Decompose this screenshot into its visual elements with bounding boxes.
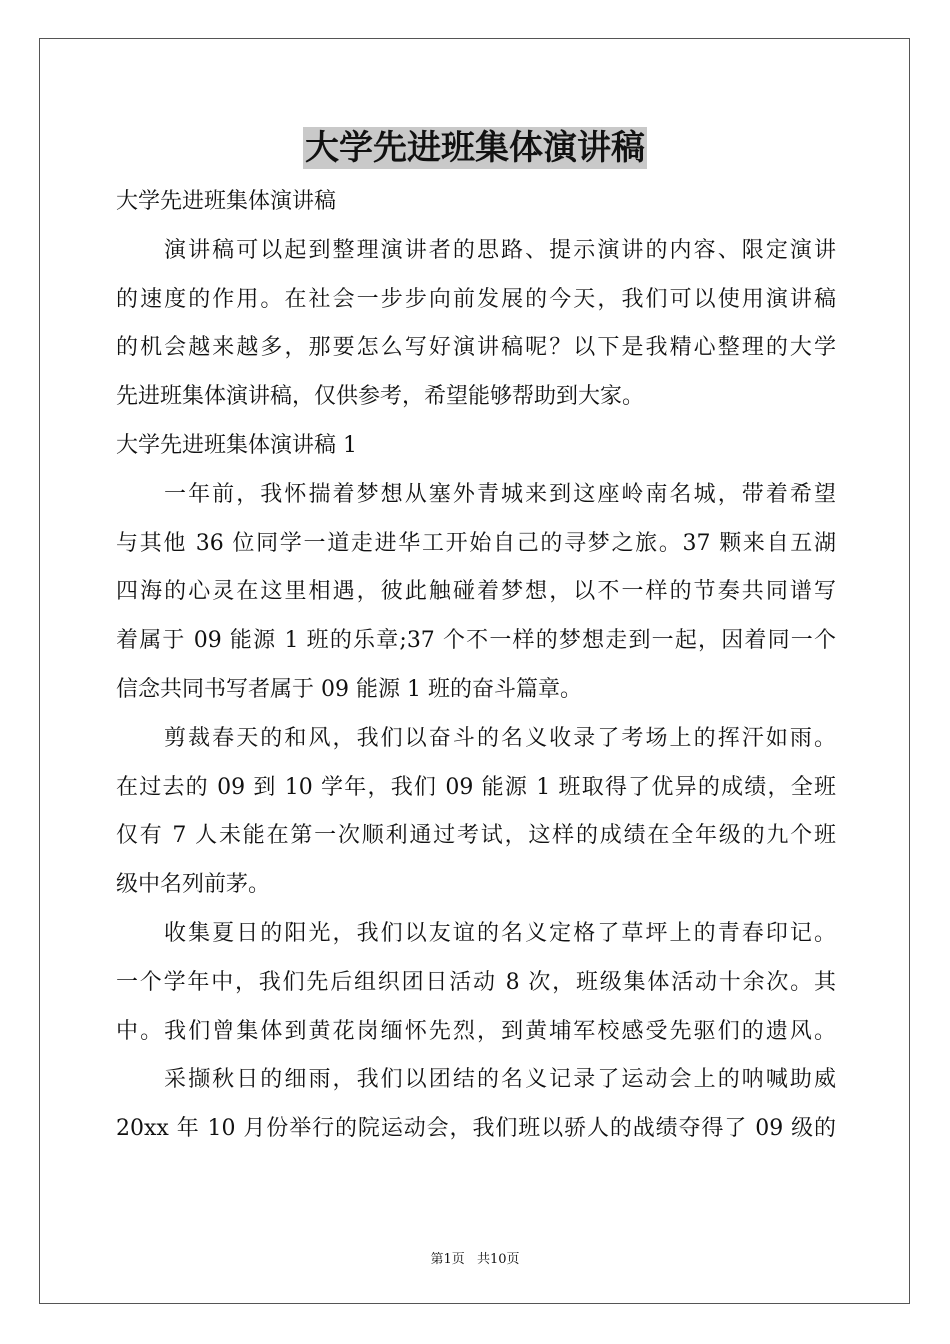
text-line: 一个学年中，我们先后组织团日活动 8 次，班级集体活动十余次。其 bbox=[116, 969, 836, 995]
text-line: 级中名列前茅。 bbox=[116, 872, 271, 898]
document-title: 大学先进班集体演讲稿 bbox=[305, 128, 645, 168]
text-line: 在过去的 09 到 10 学年，我们 09 能源 1 班取得了优异的成绩，全班 bbox=[116, 774, 836, 800]
page-number: 第1页 bbox=[430, 1252, 465, 1267]
text-line: 采撷秋日的细雨，我们以团结的名义记录了运动会上的呐喊助威 bbox=[164, 1067, 836, 1093]
text-line: 与其他 36 位同学一道走进华工开始自己的寻梦之旅。37 颗来自五湖 bbox=[116, 530, 836, 556]
text-line: 着属于 09 能源 1 班的乐章;37 个不一样的梦想走到一起，因着同一个 bbox=[116, 628, 836, 654]
text-line: 的速度的作用。在社会一步步向前发展的今天，我们可以使用演讲稿 bbox=[116, 286, 836, 312]
text-line: 大学先进班集体演讲稿 bbox=[116, 189, 337, 214]
text-line: 演讲稿可以起到整理演讲者的思路、提示演讲的内容、限定演讲 bbox=[164, 237, 836, 263]
page-footer bbox=[0, 1248, 950, 1267]
text-line: 一年前，我怀揣着梦想从塞外青城来到这座岭南名城，带着希望 bbox=[164, 481, 836, 507]
text-line: 20xx 年 10 月份举行的院运动会，我们班以骄人的战绩夺得了 09 级的 bbox=[116, 1116, 836, 1142]
text-line: 先进班集体演讲稿，仅供参考，希望能够帮助到大家。 bbox=[116, 384, 645, 410]
title-container bbox=[0, 127, 950, 169]
text-line: 剪裁春天的和风，我们以奋斗的名义收录了考场上的挥汗如雨。 bbox=[164, 725, 836, 751]
text-line: 中。我们曾集体到黄花岗缅怀先烈，到黄埔军校感受先驱们的遗风。 bbox=[116, 1018, 836, 1044]
document-body bbox=[116, 178, 836, 1154]
text-line: 收集夏日的阳光，我们以友谊的名义定格了草坪上的青春印记。 bbox=[164, 920, 836, 946]
text-line: 仅有 7 人未能在第一次顺利通过考试，这样的成绩在全年级的九个班 bbox=[116, 823, 836, 849]
text-line: 信念共同书写者属于 09 能源 1 班的奋斗篇章。 bbox=[116, 676, 582, 702]
total-pages: 共10页 bbox=[476, 1252, 520, 1267]
text-line: 的机会越来越多，那要怎么写好演讲稿呢？以下是我精心整理的大学 bbox=[116, 335, 836, 361]
text-line: 大学先进班集体演讲稿 1 bbox=[116, 432, 357, 458]
text-line: 四海的心灵在这里相遇，彼此触碰着梦想，以不一样的节奏共同谱写 bbox=[116, 579, 836, 605]
